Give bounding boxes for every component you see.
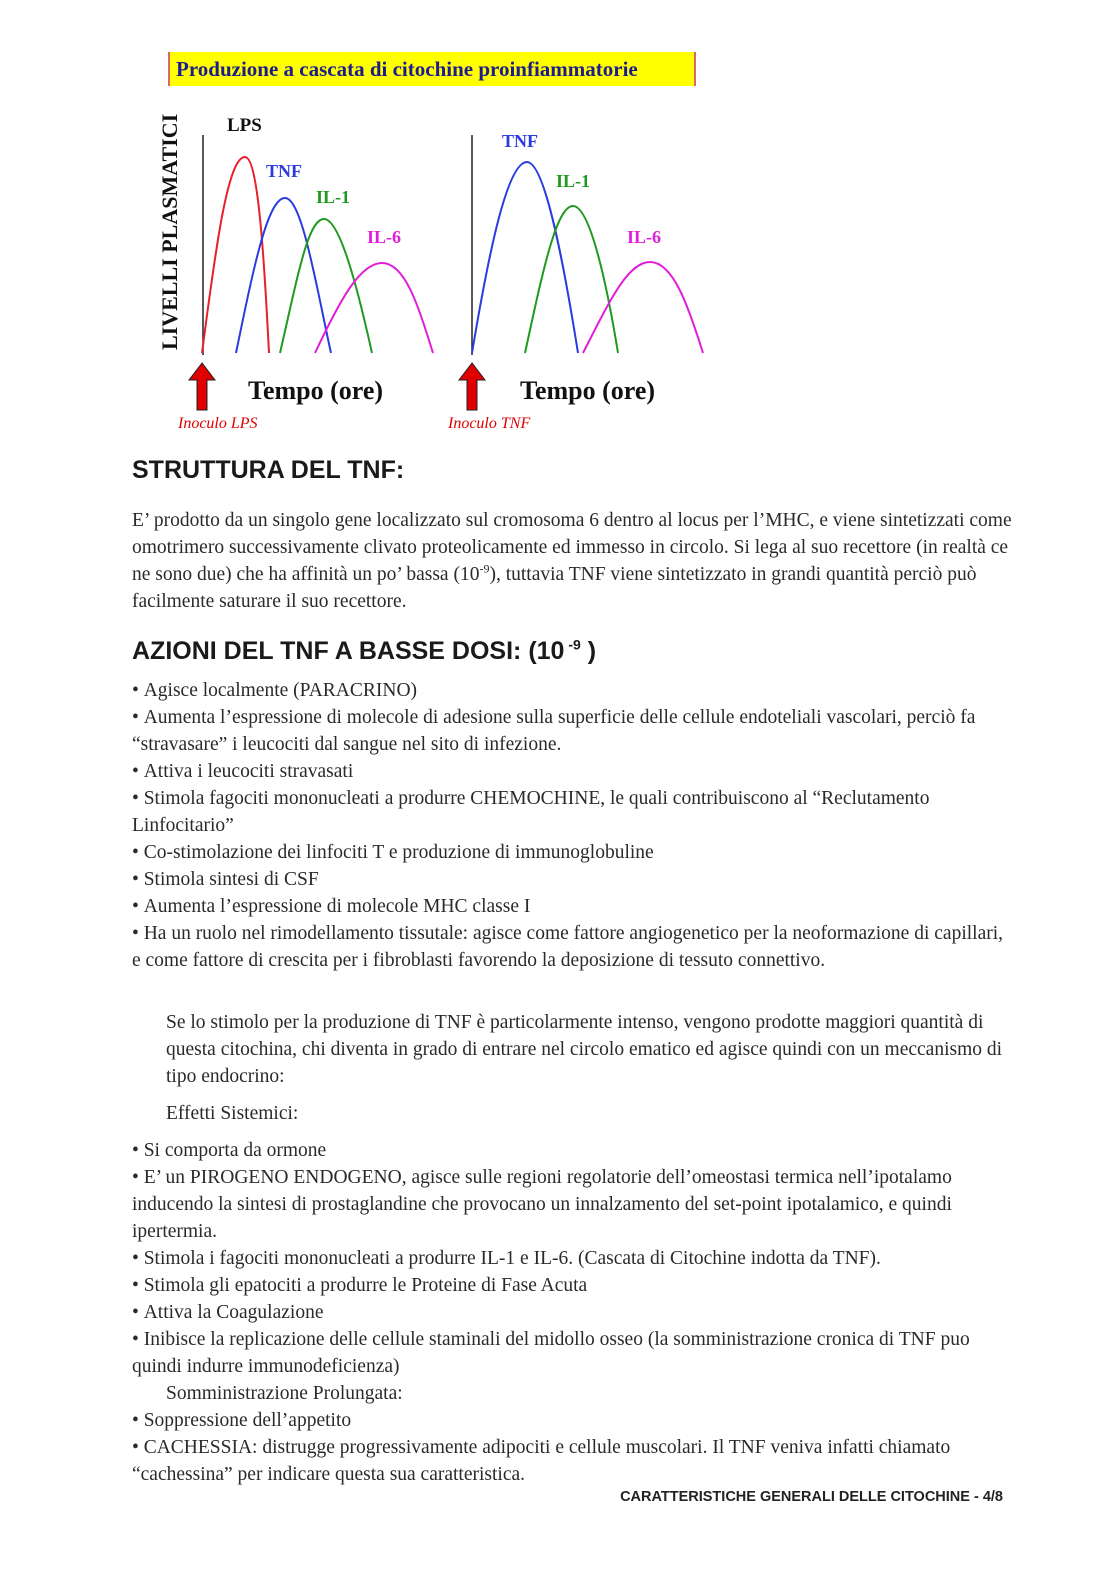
label-lps-left: LPS xyxy=(227,115,262,136)
list-item: • CACHESSIA: distrugge progressivamente adipociti e cellule muscolari. Il TNF veniva infatti chiamato “cachessina” per indicare questa sua caratteristica. xyxy=(132,1434,1012,1488)
list-item: • Stimola gli epatociti a produrre le Proteine di Fase Acuta xyxy=(132,1272,1012,1299)
intense-stimulus-paragraph: Se lo stimolo per la produzione di TNF è particolarmente intenso, vengono prodotte maggiori quantità di questa citochina, chi diventa in grado di entrare nel circolo ematico ed agisce quindi con un meccanismo di tipo endocrino: xyxy=(166,1012,1003,1087)
list-item: • Aumenta l’espressione di molecole MHC classe I xyxy=(132,893,1012,920)
label-il1-right: IL-1 xyxy=(556,171,591,191)
left-arrow-icon xyxy=(189,363,215,410)
list-item: • Attiva la Coagulazione xyxy=(132,1299,1012,1326)
low-dose-list xyxy=(132,677,1012,974)
systemic-effects-label: Effetti Sistemici: xyxy=(166,1103,299,1124)
list-item: • Stimola sintesi di CSF xyxy=(132,866,1012,893)
label-tnf-right: TNF xyxy=(502,131,538,151)
curve-il6-left xyxy=(315,263,433,353)
list-item: • E’ un PIROGENO ENDOGENO, agisce sulle regioni regolatorie dell’omeostasi termica nell’ipotalamo inducendo la sintesi di prostaglandine che provocano un innalzamento del set-point ipotalamico, e quindi ipertermia. xyxy=(132,1164,1012,1245)
y-axis-label: LIVELLI PLASMATICI xyxy=(157,113,182,350)
right-arrow-icon xyxy=(459,363,485,410)
x-axis-label-left: Tempo (ore) xyxy=(248,376,384,405)
section-heading-low-dose: AZIONI DEL TNF A BASSE DOSI: (10 $^{-9}$ ) xyxy=(132,636,597,665)
curve-il6-right xyxy=(583,262,703,353)
systemic-effects-list xyxy=(132,1137,1012,1488)
figure-title: Produzione a cascata di citochine proinfiammatorie xyxy=(168,52,696,86)
label-il6-right: IL-6 xyxy=(627,227,662,247)
list-item: • Si comporta da ormone xyxy=(132,1137,1012,1164)
list-item: • Attiva i leucociti stravasati xyxy=(132,758,1012,785)
label-tnf-left: TNF xyxy=(266,161,302,181)
x-axis-label-right: Tempo (ore) xyxy=(520,376,656,405)
list-item: • Ha un ruolo nel rimodellamento tissutale: agisce come fattore angiogenetico per la neoformazione di capillari, e come fattore di crescita per i fibroblasti favorendo la deposizione di tessuto connettivo. xyxy=(132,920,1012,974)
list-item: • Soppressione dell’appetito xyxy=(132,1407,1012,1434)
list-item: • Inibisce la replicazione delle cellule staminali del midollo osseo (la somministrazione cronica di TNF puo quindi indurre immunodeficienza) xyxy=(132,1326,1012,1380)
cytokine-cascade-figure xyxy=(150,95,720,440)
page-footer: CARATTERISTICHE GENERALI DELLE CITOCHINE - 4/8 xyxy=(620,1489,1003,1505)
label-il1-left: IL-1 xyxy=(316,187,351,207)
list-item: • Co-stimolazione dei linfociti T e produzione di immunoglobuline xyxy=(132,839,1012,866)
curve-tnf-left xyxy=(236,198,331,353)
list-item: • Stimola fagociti mononucleati a produrre CHEMOCHINE, le quali contribuiscono al “Reclutamento Linfocitario” xyxy=(132,785,1012,839)
inoculo-lps-label: Inoculo LPS xyxy=(178,415,258,432)
section-heading-structure: STRUTTURA DEL TNF: xyxy=(132,456,405,484)
list-item: • Agisce localmente (PARACRINO) xyxy=(132,677,1012,704)
curve-lps-left xyxy=(202,157,269,353)
list-item: • Stimola i fagociti mononucleati a produrre IL-1 e IL-6. (Cascata di Citochine indotta da TNF). xyxy=(132,1245,1012,1272)
list-item: • Aumenta l’espressione di molecole di adesione sulla superficie delle cellule endoteliali vascolari, perciò fa “stravasare” i leucociti dal sangue nel sito di infezione. xyxy=(132,704,1012,758)
curve-il1-right xyxy=(525,206,618,353)
label-il6-left: IL-6 xyxy=(367,227,402,247)
inoculo-tnf-label: Inoculo TNF xyxy=(448,415,531,432)
prolonged-label: Somministrazione Prolungata: xyxy=(166,1383,403,1404)
structure-paragraph: E’ prodotto da un singolo gene localizzato sul cromosoma 6 dentro al locus per l’MHC, e viene sintetizzati come omotrimero successivamente clivato proteolicamente ed immesso in circolo. Si lega al suo recettore (in realtà ce ne sono due) che ha affinità un po’ bassa $(10^{-9})$, tuttavia TNF viene sintetizzato in grandi quantità perciò può facilmente saturare il suo recettore. xyxy=(132,510,1012,612)
